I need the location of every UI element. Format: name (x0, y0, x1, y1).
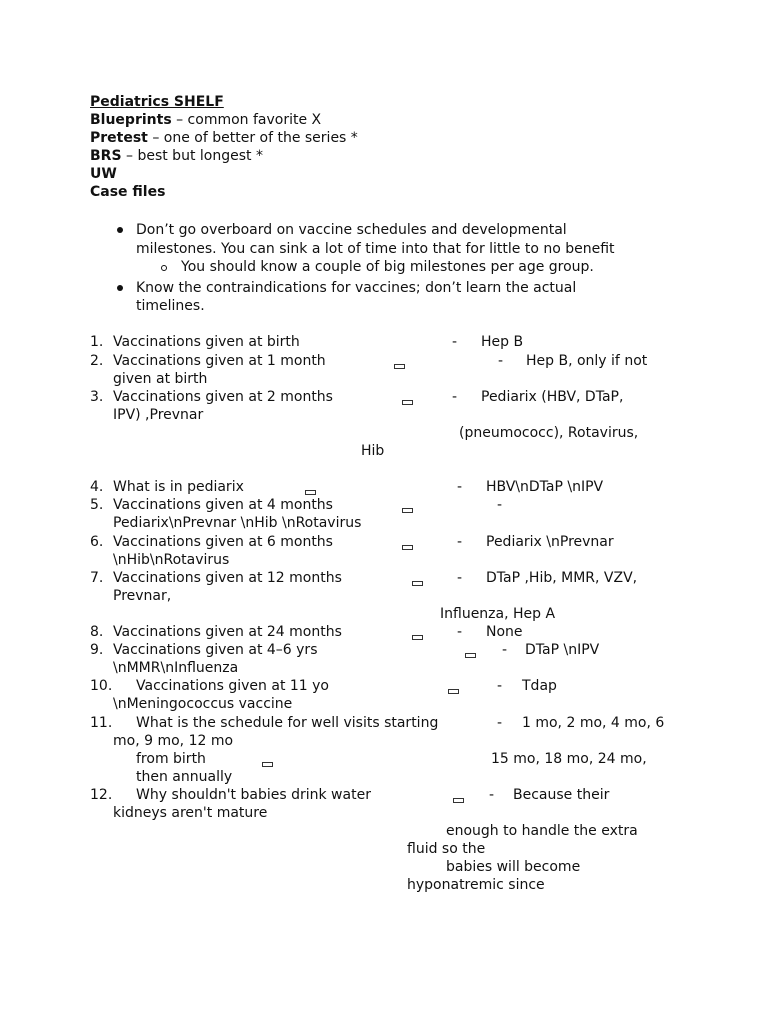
link-box-icon (412, 581, 423, 586)
answer-text: Hep B (481, 334, 524, 350)
source-name: Case files (90, 184, 166, 200)
bullet-icon (117, 227, 123, 233)
answer-text: DTaP ,Hib, MMR, VZV, (486, 570, 638, 586)
item-number: 7. (90, 570, 104, 586)
answer-text: fluid so the (407, 841, 486, 857)
tip-text: Don’t go overboard on vaccine schedules and developmental (136, 222, 567, 238)
answer-text: Hep B, only if not (526, 353, 648, 369)
question-text: IPV) ,Prevnar (113, 407, 204, 423)
dash: - (457, 570, 463, 586)
sub-tip-text: You should know a couple of big milestones per age group. (181, 259, 594, 275)
item-number: 12. (90, 787, 113, 803)
dash: - (452, 389, 458, 405)
question-text: What is the schedule for well visits starting (136, 715, 439, 731)
link-box-icon (305, 490, 316, 495)
question-text: Vaccinations given at 6 months (113, 534, 333, 550)
item-number: 3. (90, 389, 104, 405)
source-note: – best but longest * (121, 148, 263, 164)
dash: - (452, 334, 458, 350)
tip-text: Know the contraindications for vaccines; don’t learn the actual (136, 280, 577, 296)
source-name: UW (90, 166, 117, 182)
answer-text: mo, 9 mo, 12 mo (113, 733, 234, 749)
answer-text: Because their (513, 787, 610, 803)
dash: - (498, 353, 504, 369)
question-text: given at birth (113, 371, 208, 387)
question-text: Why shouldn't babies drink water (136, 787, 371, 803)
answer-text: enough to handle the extra (446, 823, 638, 839)
source-note: – one of better of the series * (147, 130, 358, 146)
dash: - (497, 678, 503, 694)
item-number: 2. (90, 353, 104, 369)
question-text: Vaccinations given at 11 yo (136, 678, 329, 694)
source-name: Pretest (90, 130, 148, 146)
question-text: Vaccinations given at birth (113, 334, 300, 350)
question-text: Vaccinations given at 2 months (113, 389, 333, 405)
question-text: Vaccinations given at 12 months (113, 570, 342, 586)
question-text: Vaccinations given at 1 month (113, 353, 326, 369)
item-number: 1. (90, 334, 104, 350)
answer-text: \nHib\nRotavirus (113, 552, 230, 568)
source-line (90, 111, 321, 129)
source-line (90, 147, 263, 165)
answer-text: then annually (136, 769, 233, 785)
dash: - (502, 642, 508, 658)
answer-text: None (486, 624, 523, 640)
link-box-icon (448, 689, 459, 694)
answer-text: babies will become (446, 859, 581, 875)
item-number: 4. (90, 479, 104, 495)
dash: - (457, 534, 463, 550)
source-name: Blueprints (90, 112, 172, 128)
answer-text: HBV\nDTaP \nIPV (486, 479, 604, 495)
link-box-icon (402, 508, 413, 513)
sub-bullet-icon (161, 265, 167, 271)
dash: - (489, 787, 495, 803)
answer-text: Tdap (522, 678, 557, 694)
source-line (90, 129, 358, 147)
question-text: What is in pediarix (113, 479, 244, 495)
link-box-icon (453, 798, 464, 803)
item-number: 10. (90, 678, 113, 694)
answer-text: Prevnar, (113, 588, 172, 604)
answer-text: DTaP \nIPV (525, 642, 600, 658)
link-box-icon (262, 762, 273, 767)
answer-text: \nMMR\nInfluenza (113, 660, 239, 676)
answer-text: hyponatremic since (407, 877, 545, 893)
dash: - (497, 497, 503, 513)
dash: - (457, 479, 463, 495)
answer-text: Pediarix\nPrevnar \nHib \nRotavirus (113, 515, 362, 531)
item-number: 8. (90, 624, 104, 640)
tip-text: milestones. You can sink a lot of time into that for little to no benefit (136, 241, 615, 257)
item-number: 11. (90, 715, 113, 731)
answer-text: kidneys aren't mature (113, 805, 268, 821)
dash: - (497, 715, 503, 731)
source-line (90, 165, 117, 183)
item-number: 9. (90, 642, 104, 658)
answer-text: Influenza, Hep A (440, 606, 556, 622)
answer-text: Hib (361, 443, 385, 459)
question-text: Vaccinations given at 4 months (113, 497, 333, 513)
link-box-icon (412, 635, 423, 640)
item-number: 6. (90, 534, 104, 550)
answer-text: 15 mo, 18 mo, 24 mo, (491, 751, 647, 767)
question-text: Vaccinations given at 4–6 yrs (113, 642, 318, 658)
link-box-icon (394, 364, 405, 369)
answer-text: (pneumococc), Rotavirus, (459, 425, 639, 441)
answer-text: \nMeningococcus vaccine (113, 696, 293, 712)
source-line (90, 183, 165, 201)
link-box-icon (402, 545, 413, 550)
source-note: – common favorite X (171, 112, 322, 128)
tip-text: timelines. (136, 298, 205, 314)
question-text: Vaccinations given at 24 months (113, 624, 342, 640)
item-number: 5. (90, 497, 104, 513)
dash: - (457, 624, 463, 640)
page-title: Pediatrics SHELF (90, 94, 224, 110)
link-box-icon (465, 653, 476, 658)
answer-text: 1 mo, 2 mo, 4 mo, 6 (522, 715, 665, 731)
answer-text: Pediarix (HBV, DTaP, (481, 389, 624, 405)
answer-text: Pediarix \nPrevnar (486, 534, 614, 550)
link-box-icon (402, 400, 413, 405)
source-name: BRS (90, 148, 122, 164)
question-text: from birth (136, 751, 206, 767)
bullet-icon (117, 285, 123, 291)
